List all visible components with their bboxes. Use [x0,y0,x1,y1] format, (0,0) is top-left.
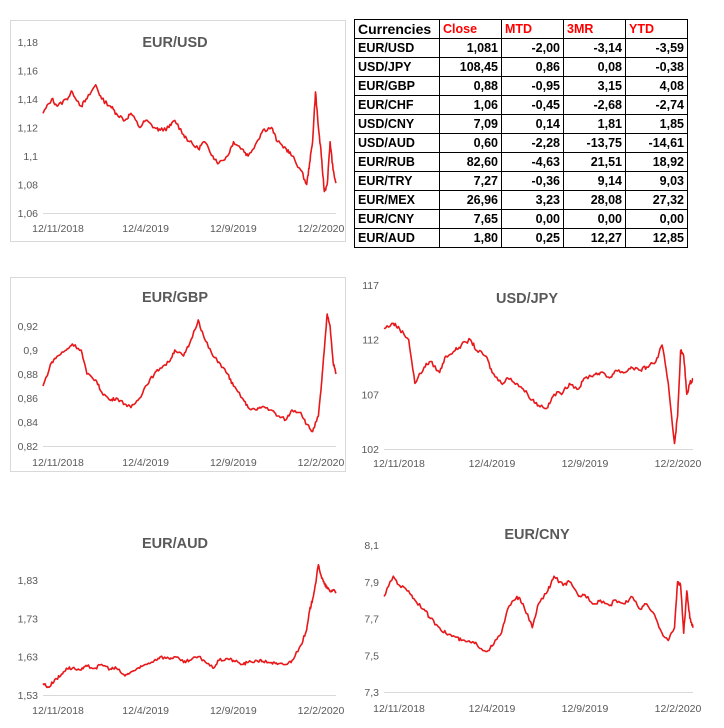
y-tick-label: 1,12 [17,122,38,135]
series-line-eur-aud [43,565,336,688]
col-header-close: Close [440,20,502,39]
y-tick-label: 0,88 [17,369,38,381]
cell-close: 0,60 [440,134,502,153]
cell-close: 108,45 [440,58,502,77]
cell-close: 7,09 [440,115,502,134]
cell-pair: EUR/CHF [355,96,440,115]
x-tick-label: 12/9/2019 [561,458,609,470]
y-tick-label: 112 [362,334,379,347]
x-tick-label: 12/9/2019 [209,223,257,235]
y-tick-label: 0,92 [17,321,38,333]
cell-3mr: -13,75 [564,134,626,153]
y-tick-label: 1,63 [17,651,38,664]
table-title: Currencies [355,20,440,39]
col-header-ytd: YTD [626,20,688,39]
cell-close: 1,80 [440,229,502,248]
table-row [355,58,688,77]
cell-ytd: 9,03 [626,172,688,191]
chart-eur-usd-svg [10,20,346,242]
chart-title: EUR/USD [142,35,208,51]
cell-3mr: 28,08 [564,191,626,210]
cell-3mr: 12,27 [564,229,626,248]
cell-ytd: 1,85 [626,115,688,134]
y-tick-label: 0,9 [23,345,38,357]
cell-ytd: 27,32 [626,191,688,210]
table-row [355,77,688,96]
cell-3mr: 9,14 [564,172,626,191]
chart-frame [11,21,346,242]
y-tick-label: 8,1 [364,540,379,552]
cell-mtd: -0,95 [502,77,564,96]
table-row [355,172,688,191]
x-tick-label: 12/2/2020 [297,223,345,235]
cell-ytd: -3,59 [626,39,688,58]
cell-ytd: -0,38 [626,58,688,77]
cell-mtd: 0,25 [502,229,564,248]
y-tick-label: 0,82 [17,441,38,453]
cell-mtd: 0,14 [502,115,564,134]
cell-ytd: 0,00 [626,210,688,229]
table-header-row [355,20,688,39]
y-tick-label: 1,53 [17,690,38,702]
chart-eur-aud-svg [10,525,346,720]
series-line-eur-cny [384,576,693,651]
x-tick-label: 12/2/2020 [297,705,345,717]
cell-close: 7,27 [440,172,502,191]
cell-ytd: 4,08 [626,77,688,96]
x-tick-label: 12/11/2018 [32,705,84,717]
col-header-3mr: 3MR [564,20,626,39]
chart-title: USD/JPY [495,291,559,307]
currencies-table [354,19,688,248]
cell-close: 1,081 [440,39,502,58]
table-row [355,96,688,115]
x-tick-label: 12/11/2018 [32,223,84,235]
chart-eur-gbp-svg [10,277,346,472]
cell-close: 1,06 [440,96,502,115]
y-tick-label: 1,08 [17,179,38,192]
x-tick-label: 12/2/2020 [654,703,702,715]
cell-close: 82,60 [440,153,502,172]
cell-mtd: -0,36 [502,172,564,191]
cell-ytd: -2,74 [626,96,688,115]
cell-pair: USD/AUD [355,134,440,153]
table-row [355,115,688,134]
x-tick-label: 12/9/2019 [209,457,257,469]
cell-ytd: -14,61 [626,134,688,153]
y-tick-label: 7,5 [364,650,379,663]
table-row [355,134,688,153]
y-tick-label: 7,3 [364,687,379,699]
chart-title: EUR/CNY [504,527,570,543]
cell-mtd: -4,63 [502,153,564,172]
y-tick-label: 102 [361,444,379,456]
cell-ytd: 18,92 [626,153,688,172]
cell-close: 7,65 [440,210,502,229]
cell-3mr: -2,68 [564,96,626,115]
cell-pair: EUR/RUB [355,153,440,172]
cell-ytd: 12,85 [626,229,688,248]
cell-3mr: -3,14 [564,39,626,58]
cell-mtd: 0,00 [502,210,564,229]
cell-pair: EUR/USD [355,39,440,58]
x-tick-label: 12/2/2020 [654,458,702,470]
y-tick-label: 0,86 [17,393,38,405]
x-tick-label: 12/4/2019 [122,223,170,235]
cell-mtd: -2,28 [502,134,564,153]
col-header-mtd: MTD [502,20,564,39]
x-tick-label: 12/11/2018 [373,703,425,715]
x-tick-label: 12/11/2018 [32,457,84,469]
chart-usd-jpy-svg [351,277,717,472]
table-row [355,153,688,172]
chart-eur-cny-svg [351,517,717,720]
cell-pair: EUR/GBP [355,77,440,96]
x-tick-label: 12/9/2019 [209,705,257,717]
series-line-usd-jpy [384,323,693,443]
cell-pair: EUR/CNY [355,210,440,229]
cell-pair: EUR/TRY [355,172,440,191]
cell-mtd: 3,23 [502,191,564,210]
x-tick-label: 12/2/2020 [297,457,345,469]
chart-frame [11,278,346,472]
cell-pair: USD/JPY [355,58,440,77]
cell-mtd: -0,45 [502,96,564,115]
cell-pair: EUR/MEX [355,191,440,210]
y-tick-label: 117 [362,280,379,292]
cell-mtd: 0,86 [502,58,564,77]
cell-3mr: 1,81 [564,115,626,134]
chart-eur-usd [10,20,346,242]
y-tick-label: 107 [361,389,379,402]
table-row [355,39,688,58]
cell-pair: USD/CNY [355,115,440,134]
cell-close: 0,88 [440,77,502,96]
y-tick-label: 1,18 [17,37,38,49]
cell-mtd: -2,00 [502,39,564,58]
cell-3mr: 0,08 [564,58,626,77]
cell-close: 26,96 [440,191,502,210]
y-tick-label: 1,83 [17,575,38,588]
x-tick-label: 12/4/2019 [122,705,170,717]
chart-usd-jpy [351,277,717,472]
y-tick-label: 1,06 [17,208,38,220]
y-tick-label: 0,84 [17,417,38,429]
chart-eur-cny [351,517,717,720]
x-tick-label: 12/4/2019 [468,458,516,470]
series-line-eur-gbp [43,314,336,432]
y-tick-label: 1,14 [17,94,38,106]
chart-eur-aud [10,525,346,720]
x-tick-label: 12/9/2019 [561,703,609,715]
y-tick-label: 1,1 [23,151,38,163]
y-tick-label: 1,73 [17,613,38,626]
table-row [355,229,688,248]
cell-3mr: 3,15 [564,77,626,96]
y-tick-label: 7,9 [364,576,379,589]
cell-3mr: 21,51 [564,153,626,172]
y-tick-label: 1,16 [17,65,38,78]
chart-eur-gbp [10,277,346,472]
chart-title: EUR/GBP [141,290,209,306]
chart-title: EUR/AUD [141,536,209,552]
cell-3mr: 0,00 [564,210,626,229]
x-tick-label: 12/4/2019 [468,703,516,715]
y-tick-label: 7,7 [364,613,379,626]
x-tick-label: 12/4/2019 [122,457,170,469]
x-tick-label: 12/11/2018 [373,458,425,470]
table-row [355,210,688,229]
table-row [355,191,688,210]
series-line-eur-usd [43,85,336,192]
cell-pair: EUR/AUD [355,229,440,248]
